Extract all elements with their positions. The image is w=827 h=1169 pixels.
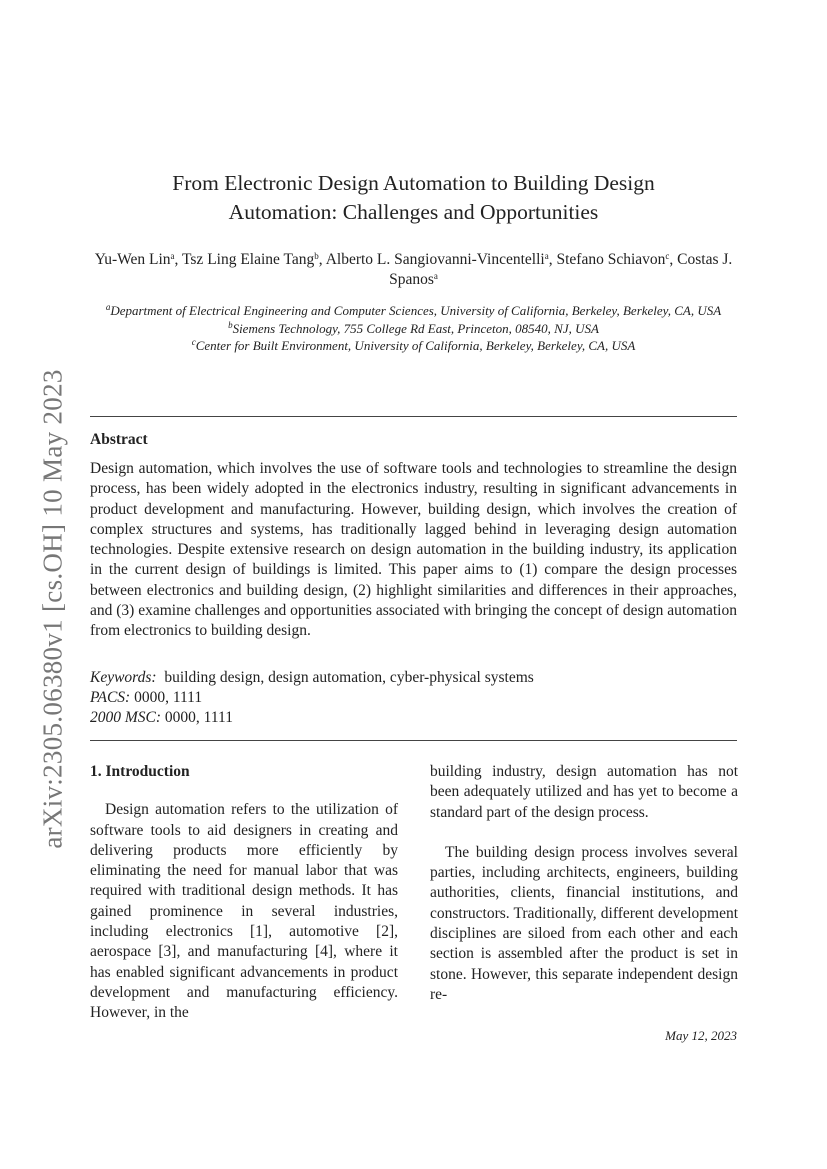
intro-paragraph-1: Design automation refers to the utilization of software tools to aid designers in creating and delivering products more efficiently by eliminating the need for manual labor that was required with traditional design methods. It has gained prominence in several industries, including electronics [1], automotive [2], aerospace [3], and manufacturing [4], where it has enabled significant advancements in product development and manufacturing efficiency. However, in the: [90, 801, 398, 1022]
author-affiliation-mark: a: [433, 271, 438, 281]
author-name: Costas J. Spanos: [389, 251, 733, 288]
keywords-value: building design, design automation, cyber-physical systems: [164, 669, 534, 686]
affiliation: [90, 302, 737, 320]
keywords-block: [90, 668, 737, 728]
intro-paragraph-2: The building design process involves several parties, including architects, engineers, building authorities, clients, financial institutions, and constructors. Traditionally, different development disciplines are siloed from each other and each section is assembled after the product is set in stone. However, this separate independent design re-: [430, 843, 738, 1003]
author-name: Yu-Wen Lin: [94, 251, 171, 268]
right-column: [430, 762, 738, 1005]
pacs-label: PACS:: [90, 689, 131, 706]
affiliation-mark: a: [105, 302, 111, 312]
author-name: Stefano Schiavon: [556, 251, 666, 268]
msc-label: 2000 MSC:: [90, 709, 162, 726]
divider-bottom: [90, 740, 737, 741]
affiliation: [90, 337, 737, 355]
affiliation-mark: b: [228, 319, 233, 330]
abstract-text: Design automation, which involves the use of software tools and technologies to streamline the design process, has been widely adopted in the electronics industry, resulting in significant advancements in product development and manufacturing. However, building design, which involves the creation of complex structures and systems, has traditionally lagged behind in leveraging design automation technologies. Despite extensive research on design automation in the building industry, its application in the current design of buildings is limited. This paper aims to (1) compare the design processes between electronics and building design, (2) highlight similarities and differences in their approaches, and (3) examine challenges and opportunities associated with bringing the concept of design automation from electronics to building design.: [90, 460, 737, 640]
divider-top: [90, 416, 737, 417]
left-column: [90, 762, 398, 1024]
affiliation-text: Department of Electrical Engineering and Computer Sciences, University of California, Berkeley, Berkeley, CA, USA: [110, 303, 722, 318]
author-affiliation-mark: a: [170, 251, 175, 261]
affiliation-text: Center for Built Environment, University of California, Berkeley, Berkeley, CA, USA: [195, 338, 636, 353]
title-line-1: From Electronic Design Automation to Building Design: [172, 171, 655, 195]
author-list: Yu-Wen Lin$^a$, Tsz Ling Elaine Tang$^b$, Alberto L. Sangiovanni-Vincentelli$^a$, Stefano Schiavon$^c$, Costas J. Spanos$^a$: [94, 251, 733, 288]
affiliation-mark: c: [191, 337, 196, 347]
msc-line: [90, 708, 737, 728]
author-affiliation-mark: b: [314, 251, 319, 261]
author-name: Alberto L. Sangiovanni-Vincentelli: [325, 251, 545, 268]
abstract-heading: Abstract: [90, 431, 148, 448]
affiliation: [90, 320, 737, 338]
pacs-line: [90, 688, 737, 708]
msc-value: 0000, 1111: [164, 709, 233, 726]
keywords-label: Keywords:: [90, 669, 157, 686]
affiliation-text: Siemens Technology, 755 College Rd East, Princeton, 08540, NJ, USA: [232, 320, 599, 336]
paper-title: [90, 169, 737, 227]
arxiv-identifier-text: arXiv:2305.06380v1 [cs.OH] 10 May 2023: [37, 369, 68, 849]
keywords-line: [90, 668, 737, 688]
footer-date: May 12, 2023: [665, 1028, 737, 1043]
affiliation-list: [90, 302, 737, 355]
intro-paragraph-1-continued: building industry, design automation has not been adequately utilized and has yet to become a standard part of the design process.: [430, 763, 738, 821]
author-affiliation-mark: a: [544, 251, 549, 261]
title-line-2: Automation: Challenges and Opportunities: [228, 200, 599, 224]
section-heading: 1. Introduction: [90, 763, 190, 780]
author-name: Tsz Ling Elaine Tang: [182, 251, 315, 268]
author-affiliation-mark: c: [665, 251, 670, 261]
pacs-value: 0000, 1111: [134, 689, 203, 706]
